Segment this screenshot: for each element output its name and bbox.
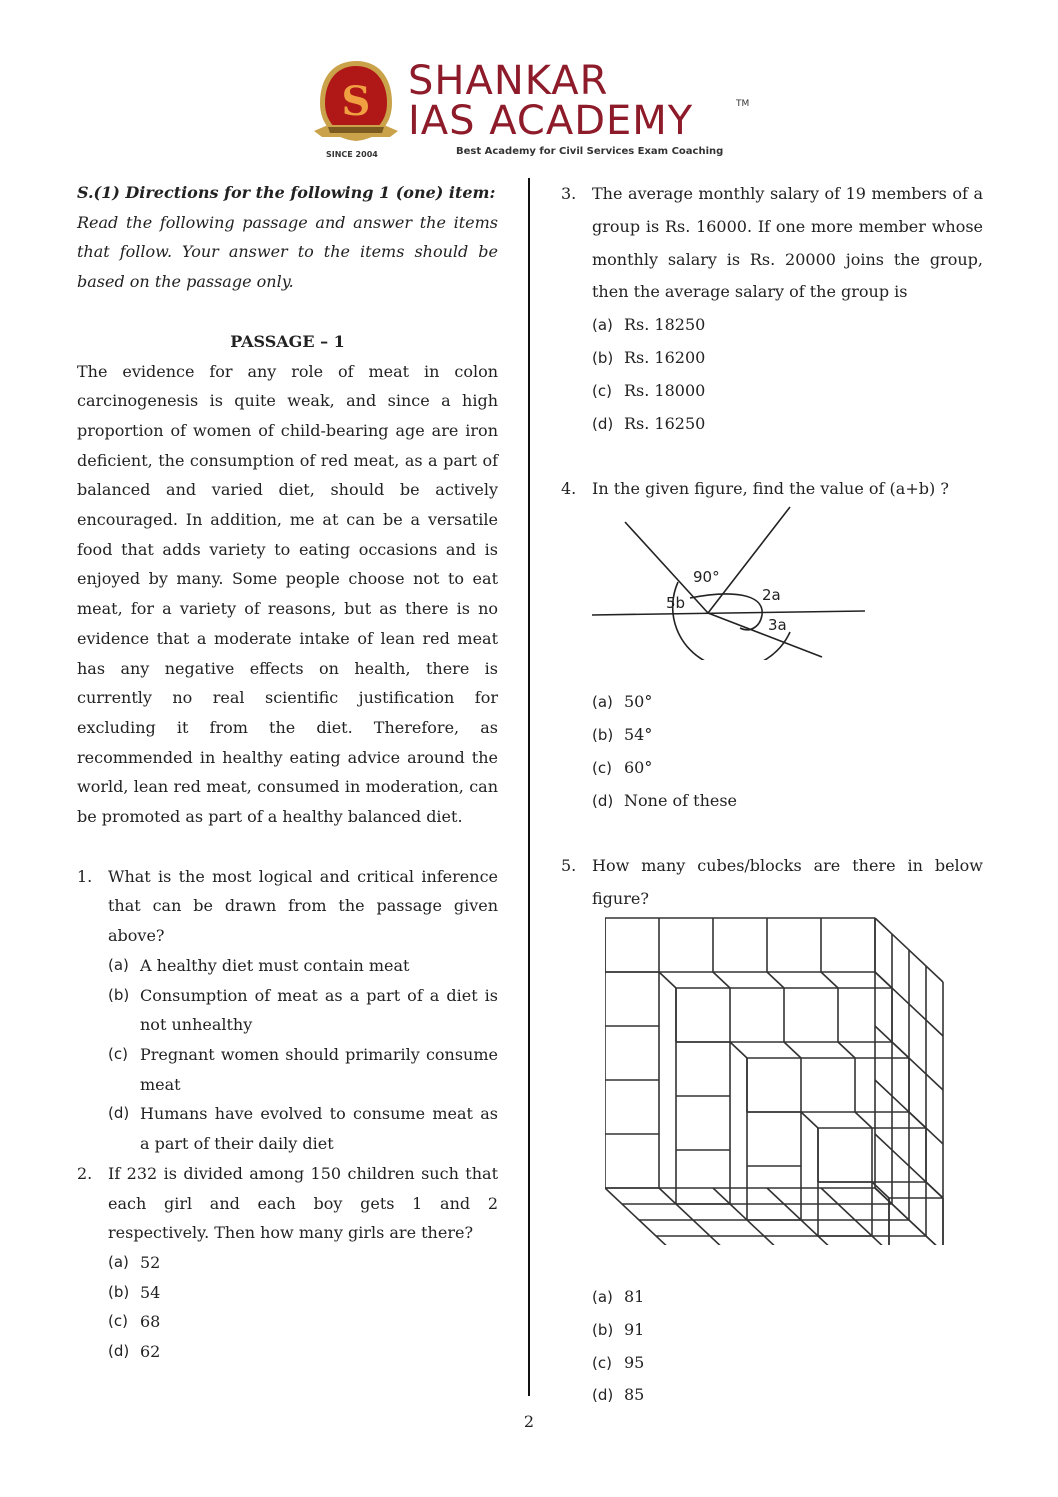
option-text: 85 — [624, 1385, 645, 1405]
option-label: (b) — [108, 985, 130, 1004]
option-text: A healthy diet must contain meat — [140, 955, 410, 975]
option-a[interactable] — [592, 1281, 983, 1314]
option-text: 95 — [624, 1352, 645, 1372]
left-column — [77, 178, 498, 1367]
passage-text: The evidence for any role of meat in colon carcinogenesis is quite weak, and since a high proportion of women of child-bearing age are iron deficient, the consumption of red meat, as a part of balanced and varied diet, should be actively encouraged. In addition, me at can be a versatile food that adds variety to eating occasions and is enjoyed by many. Some people choose not to eat meat, for a variety of reasons, but as there is no evidence that a moderate intake of lean red meat has any negative effects on health, there is currently no real scientific justification for excluding it from the diet. Therefore, as recommended in healthy eating advice around the world, lean red meat, consumed in moderation, can be promoted as part of a healthy balanced diet. — [77, 361, 498, 827]
option-c[interactable] — [108, 1307, 498, 1337]
question-number: 3. — [561, 184, 577, 203]
column-divider — [528, 178, 530, 1396]
question-number: 4. — [561, 479, 577, 499]
question-1-options — [77, 951, 498, 1159]
cube-edge — [784, 1042, 801, 1058]
option-text: 91 — [624, 1319, 645, 1339]
option-d[interactable] — [108, 1099, 498, 1158]
option-b[interactable] — [592, 719, 983, 752]
question-text: The average monthly salary of 19 members of a group is Rs. 16000. If one more member whose monthly salary is Rs. 20000 joins the group, then the average salary of the group is — [592, 184, 983, 302]
option-text: 68 — [140, 1312, 161, 1332]
question-5-options — [561, 1281, 983, 1412]
option-text: 81 — [624, 1286, 645, 1306]
page-number: 2 — [523, 1412, 535, 1431]
brand-name-line1: SHANKAR — [408, 58, 609, 104]
option-label: (a) — [592, 693, 613, 712]
option-c[interactable] — [592, 375, 983, 408]
option-a[interactable] — [592, 309, 983, 342]
option-label: (c) — [592, 1353, 612, 1372]
emblem-letter: S — [341, 78, 371, 125]
option-text: Rs. 18000 — [624, 380, 706, 400]
option-text: Consumption of meat as a part of a diet is not unhealthy — [140, 985, 498, 1035]
option-c[interactable] — [108, 1040, 498, 1099]
option-label: (d) — [108, 1104, 130, 1123]
cube-edge — [875, 972, 892, 988]
option-label: (d) — [108, 1342, 130, 1361]
option-label: (c) — [108, 1312, 128, 1331]
cube-edge — [821, 972, 838, 988]
option-text: 54 — [140, 1282, 161, 1302]
option-label: (b) — [592, 725, 614, 744]
question-2-options — [77, 1248, 498, 1367]
option-text: 62 — [140, 1342, 161, 1362]
label-5b: 5b — [666, 594, 686, 612]
horizontal-line — [592, 611, 865, 615]
question-number: 2. — [77, 1163, 93, 1183]
brand-tagline: Best Academy for Civil Services Exam Coaching — [456, 146, 724, 157]
option-text: Humans have evolved to consume meat as a part of their daily diet — [140, 1104, 498, 1154]
question-text: What is the most logical and critical inference that can be drawn from the passage given above? — [108, 866, 498, 946]
passage-title: PASSAGE – 1 — [230, 331, 345, 351]
brand-name-line2: IAS ACADEMY — [408, 98, 694, 144]
option-text: Rs. 18250 — [624, 315, 706, 335]
since-label: SINCE 2004 — [326, 150, 378, 159]
diagonal-line-lower — [708, 613, 822, 657]
option-label: (a) — [592, 316, 613, 335]
option-text: 60° — [624, 757, 653, 777]
question-5 — [561, 850, 983, 916]
academy-logo — [308, 57, 758, 162]
option-b[interactable] — [108, 981, 498, 1040]
question-1 — [77, 862, 498, 951]
option-label: (c) — [108, 1044, 128, 1063]
option-b[interactable] — [592, 1314, 983, 1347]
option-d[interactable] — [108, 1337, 498, 1367]
cube-edge — [838, 1042, 855, 1058]
cube-edge — [872, 1182, 889, 1198]
option-text: 52 — [140, 1252, 161, 1272]
question-text: In the given figure, find the value of (a+b) ? — [592, 479, 949, 499]
option-label: (a) — [108, 1252, 129, 1271]
question-3 — [561, 178, 983, 309]
cube-blocks-diagram — [605, 915, 965, 1245]
cube-edge — [892, 1042, 909, 1058]
option-label: (c) — [592, 381, 612, 400]
option-text: Pregnant women should primarily consume meat — [140, 1044, 498, 1094]
option-c[interactable] — [592, 752, 983, 785]
option-label: (b) — [108, 1282, 130, 1301]
option-d[interactable] — [592, 1379, 983, 1412]
option-label: (b) — [592, 348, 614, 367]
cube-edge — [659, 972, 676, 988]
option-d[interactable] — [592, 408, 983, 441]
option-a[interactable] — [108, 951, 498, 981]
option-d[interactable] — [592, 785, 983, 818]
cube-edge — [909, 1112, 926, 1128]
label-3a: 3a — [768, 616, 787, 634]
question-text: How many cubes/blocks are there in below figure? — [592, 856, 983, 909]
label-2a: 2a — [762, 586, 781, 604]
question-4 — [561, 473, 983, 506]
angle-diagram — [590, 505, 870, 660]
question-number: 1. — [77, 866, 93, 886]
option-text: Rs. 16250 — [624, 413, 706, 433]
option-b[interactable] — [592, 342, 983, 375]
option-c[interactable] — [592, 1347, 983, 1380]
arc-2a-3a — [690, 594, 762, 630]
option-text: 50° — [624, 692, 653, 712]
option-label: (d) — [592, 791, 614, 810]
question-number: 5. — [561, 856, 577, 876]
question-4-options — [561, 686, 983, 817]
option-text: None of these — [624, 790, 738, 810]
cube-edge — [730, 1042, 747, 1058]
option-text: 54° — [624, 724, 653, 744]
option-label: (d) — [592, 414, 614, 433]
cube-edge — [713, 972, 730, 988]
option-label: (c) — [592, 758, 612, 777]
cube-edge — [926, 1182, 943, 1198]
label-90: 90° — [693, 568, 720, 586]
cube-edge — [801, 1112, 818, 1128]
option-text: Rs. 16200 — [624, 347, 706, 367]
directions-heading: S.(1) Directions for the following 1 (one) item: — [77, 183, 496, 202]
question-3-options — [561, 309, 983, 440]
option-a[interactable] — [108, 1248, 498, 1278]
option-b[interactable] — [108, 1278, 498, 1308]
option-label: (d) — [592, 1386, 614, 1405]
trademark-symbol: TM — [736, 99, 750, 109]
option-label: (a) — [592, 1287, 613, 1306]
question-text: If 232 is divided among 150 children such that each girl and each boy gets 1 and 2 respectively. Then how many girls are there? — [108, 1163, 498, 1243]
option-a[interactable] — [592, 686, 983, 719]
option-label: (a) — [108, 955, 129, 974]
cube-edge — [855, 1112, 872, 1128]
question-2 — [77, 1159, 498, 1248]
directions-body: Read the following passage and answer the items that follow. Your answer to the items should be based on the passage only. — [77, 212, 498, 292]
option-label: (b) — [592, 1320, 614, 1339]
cube-edge — [767, 972, 784, 988]
academy-emblem-icon — [308, 57, 404, 161]
